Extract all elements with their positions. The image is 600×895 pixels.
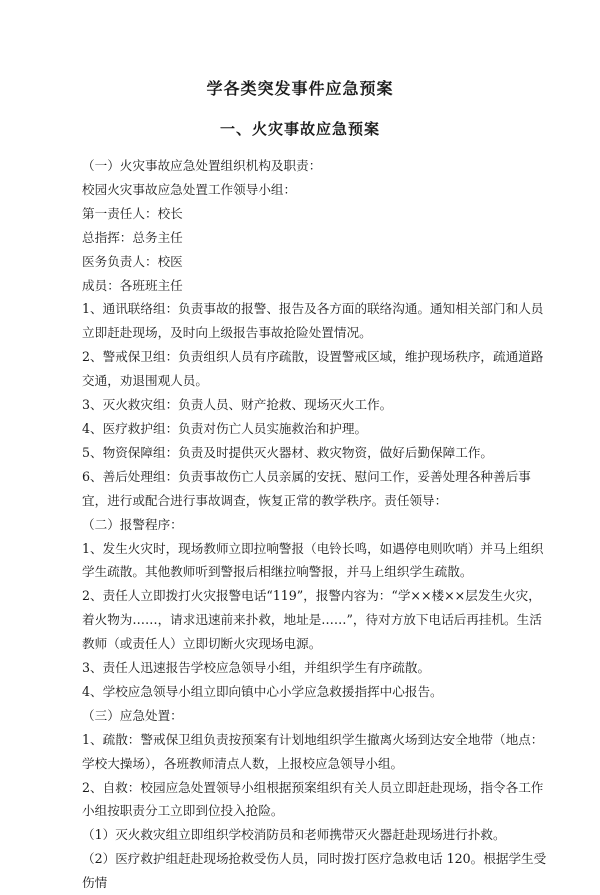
paragraph: 总指挥：总务主任 <box>82 229 183 245</box>
paragraph: 校园火灾事故应急处置工作领导小组： <box>82 181 297 197</box>
paragraph: （一）火灾事故应急处置组织机构及职责： <box>82 158 322 173</box>
paragraph: 4、学校应急领导小组立即向镇中心小学应急救援指挥中心报告。 <box>82 683 443 699</box>
paragraph: 医务负责人：校医 <box>82 253 183 269</box>
paragraph: 3、责任人迅速报告学校应急领导小组，并组织学生有序疏散。 <box>82 660 431 676</box>
paragraph: 2、责任人立即拨打火灾报警电话“119”，报警内容为：“学××楼××层发生火灾，着火物为……，请求迅速前来扑救，地址是……”，待对方放下电话后再挂机。生活教师（或责任人）立即切断火灾现场电源。 <box>82 588 542 652</box>
paragraph: （三）应急处置： <box>82 707 183 723</box>
paragraph: 5、物资保障组：负责及时提供灭火器材、救灾物资，做好后勤保障工作。 <box>82 444 494 460</box>
document-title: 学各类突发事件应急预案 <box>206 79 394 98</box>
paragraph: 3、灭火救灾组：负责人员、财产抢救、现场灭火工作。 <box>82 397 393 413</box>
paragraph: 2、自救：校园应急处置领导小组根据预案组织有关人员立即赶赴现场，指令各工作小组按职责分工立即到位投入抢险。 <box>82 779 544 819</box>
paragraph: 1、发生火灾时，现场教师立即拉响警报（电铃长鸣，如遇停电则吹哨）并马上组织学生疏散。其他教师听到警报后相继拉响警报，并马上组织学生疏散。 <box>82 540 544 580</box>
paragraph: 2、警戒保卫组：负责组织人员有序疏散，设置警戒区域，维护现场秩序，疏通道路交通，劝退围观人员。 <box>82 349 544 389</box>
paragraph: 成员：各班班主任 <box>82 277 183 293</box>
paragraph: （二）报警程序： <box>82 516 183 532</box>
paragraph: （1）灭火救灾组立即组织学校消防员和老师携带灭火器赶赴现场进行扑救。 <box>82 827 506 843</box>
paragraph: 1、通讯联络组：负责事故的报警、报告及各方面的联络沟通。通知相关部门和人员立即赶赴现场，及时向上级报告事故抢险处置情况。 <box>82 301 544 341</box>
paragraph: 1、疏散：警戒保卫组负责按预案有计划地组织学生撤离火场到达安全地带（地点：学校大操场），各班教师清点人数，上报校应急领导小组。 <box>82 731 544 771</box>
document-body <box>82 154 552 895</box>
section-title: 一、火灾事故应急预案 <box>219 120 380 138</box>
paragraph: 4、医疗救护组：负责对伤亡人员实施救治和护理。 <box>82 420 368 436</box>
paragraph: 第一责任人：校长 <box>82 205 183 221</box>
paragraph: （2）医疗救护组赶赴现场抢救受伤人员，同时拨打医疗急救电话 120。根据学生受伤情 <box>82 851 547 891</box>
paragraph: 6、善后处理组：负责事故伤亡人员亲属的安抚、慰问工作，妥善处理各种善后事宜，进行或配合进行事故调查，恢复正常的教学秩序。责任领导： <box>82 468 531 508</box>
